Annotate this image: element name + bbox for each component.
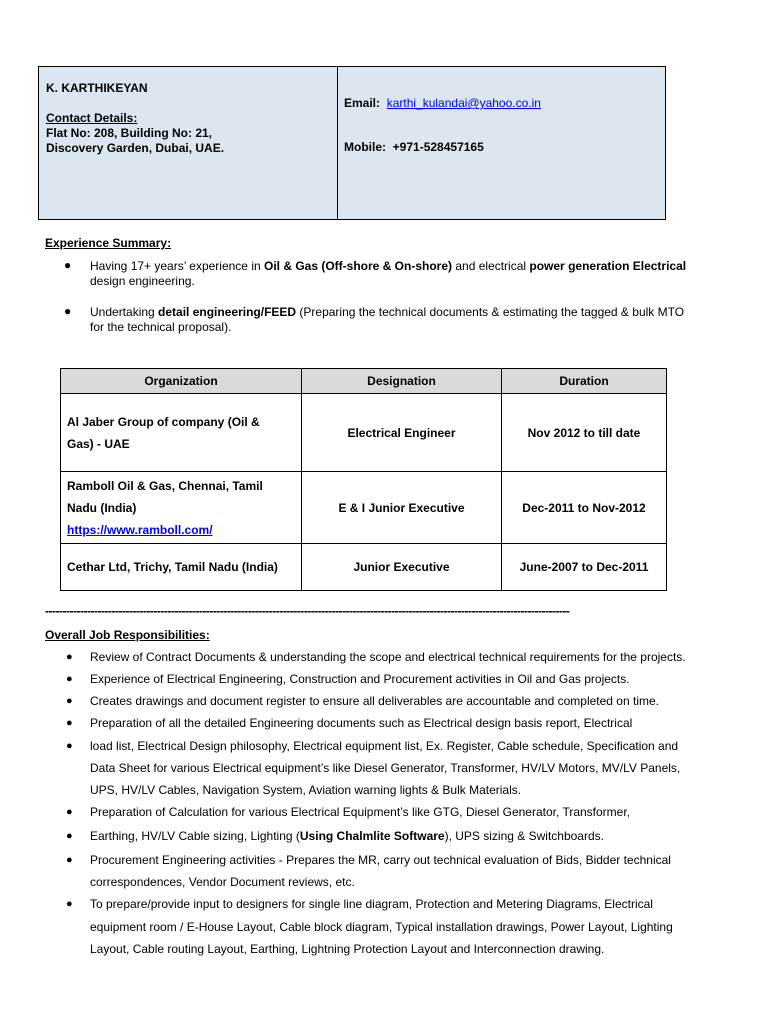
responsibilities-title: Overall Job Responsibilities:: [45, 628, 210, 642]
column-header-designation: Designation: [302, 369, 502, 394]
email-link[interactable]: karthi_kulandai@yahoo.co.in: [386, 96, 541, 110]
list-item: Earthing, HV/LV Cable sizing, Lighting (Using Chalmlite Software), UPS sizing & Switchboards.: [90, 829, 604, 843]
designation-cell: Electrical Engineer: [302, 394, 502, 472]
list-item-continuation: correspondences, Vendor Document reviews, etc.: [90, 875, 355, 889]
duration-cell: June-2007 to Dec-2011: [502, 544, 667, 591]
experience-bullet-1: Having 17+ years’ experience in Oil & Gas (Off-shore & On-shore) and electrical power generation Electrical design engineering.: [90, 259, 687, 288]
bullet-icon: ●: [66, 740, 73, 752]
duration-cell: Nov 2012 to till date: [502, 394, 667, 472]
organization-cell: Ramboll Oil & Gas, Chennai, Tamil Nadu (India) https://www.ramboll.com/: [61, 472, 302, 544]
table-row: [61, 394, 667, 472]
list-item-continuation: UPS, HV/LV Cables, Navigation System, Aviation warning lights & Bulk Materials.: [90, 783, 522, 797]
section-divider: ------------------------------------------------------------------------------------------------------------------------------------------------------: [45, 604, 570, 618]
mobile-value: +971-528457165: [392, 140, 484, 154]
table-header-row: [61, 369, 667, 394]
bullet-icon: ●: [66, 830, 73, 842]
bullet-icon: ●: [66, 695, 73, 707]
bullet-icon: ●: [66, 806, 73, 818]
list-item: Review of Contract Documents & understanding the scope and electrical technical requirements for the projects.: [90, 650, 686, 664]
mobile-row: [344, 140, 484, 154]
table-row: [61, 544, 667, 591]
list-item-continuation: Layout, Cable routing Layout, Earthing, Lightning Protection Layout and Interconnection drawing.: [90, 942, 605, 956]
header-divider: [337, 67, 338, 219]
list-item-continuation: Data Sheet for various Electrical equipment’s like Diesel Generator, Transformer, HV/LV Motors, MV/LV Panels,: [90, 761, 681, 775]
designation-cell: Junior Executive: [302, 544, 502, 591]
table-row: [61, 472, 667, 544]
organization-cell: Al Jaber Group of company (Oil & Gas) - UAE: [61, 394, 302, 472]
organization-cell: Cethar Ltd, Trichy, Tamil Nadu (India): [61, 544, 302, 591]
bullet-icon: ●: [66, 854, 73, 866]
contact-left-panel: [46, 81, 224, 156]
bullet-icon: ●: [64, 304, 72, 318]
employment-table: [60, 368, 667, 591]
contact-header-box: [38, 66, 666, 220]
mobile-label: Mobile:: [344, 140, 386, 154]
list-item: Creates drawings and document register to ensure all deliverables are accountable and completed on time.: [90, 694, 659, 708]
bullet-icon: ●: [66, 717, 73, 729]
experience-bullet-2: Undertaking detail engineering/FEED (Preparing the technical documents & estimating the tagged & bulk MTO for the technical proposal).: [90, 305, 685, 334]
email-row: [344, 96, 541, 110]
bullet-icon: ●: [66, 673, 73, 685]
contact-details-heading: Contact Details:: [46, 111, 138, 125]
list-item: Preparation of Calculation for various Electrical Equipment’s like GTG, Diesel Generator, Transformer,: [90, 805, 631, 819]
bullet-icon: ●: [64, 258, 72, 272]
bullet-icon: ●: [66, 651, 73, 663]
designation-cell: E & I Junior Executive: [302, 472, 502, 544]
column-header-duration: Duration: [502, 369, 667, 394]
list-item: load list, Electrical Design philosophy, Electrical equipment list, Ex. Register, Cable schedule, Specification and: [90, 739, 679, 753]
bullet-icon: ●: [66, 898, 73, 910]
list-item: Procurement Engineering activities - Prepares the MR, carry out technical evaluation of Bids, Bidder technical: [90, 853, 671, 867]
duration-cell: Dec-2011 to Nov-2012: [502, 472, 667, 544]
address-line-1: Flat No: 208, Building No: 21,: [46, 126, 213, 140]
experience-summary-title: Experience Summary:: [45, 236, 172, 250]
list-item: Experience of Electrical Engineering, Construction and Procurement activities in Oil and Gas projects.: [90, 672, 630, 686]
list-item-continuation: equipment room / E-House Layout, Cable block diagram, Typical installation drawings, Power Layout, Lighting: [90, 920, 673, 934]
candidate-name: K. KARTHIKEYAN: [46, 81, 148, 95]
address-line-2: Discovery Garden, Dubai, UAE.: [46, 141, 225, 155]
email-label: Email:: [344, 96, 381, 110]
organization-website-link[interactable]: https://www.ramboll.com/: [67, 522, 213, 537]
column-header-organization: Organization: [61, 369, 302, 394]
list-item: Preparation of all the detailed Engineering documents such as Electrical design basis report, Electrical: [90, 716, 633, 730]
list-item: To prepare/provide input to designers for single line diagram, Protection and Metering Diagrams, Electrical: [90, 897, 653, 911]
